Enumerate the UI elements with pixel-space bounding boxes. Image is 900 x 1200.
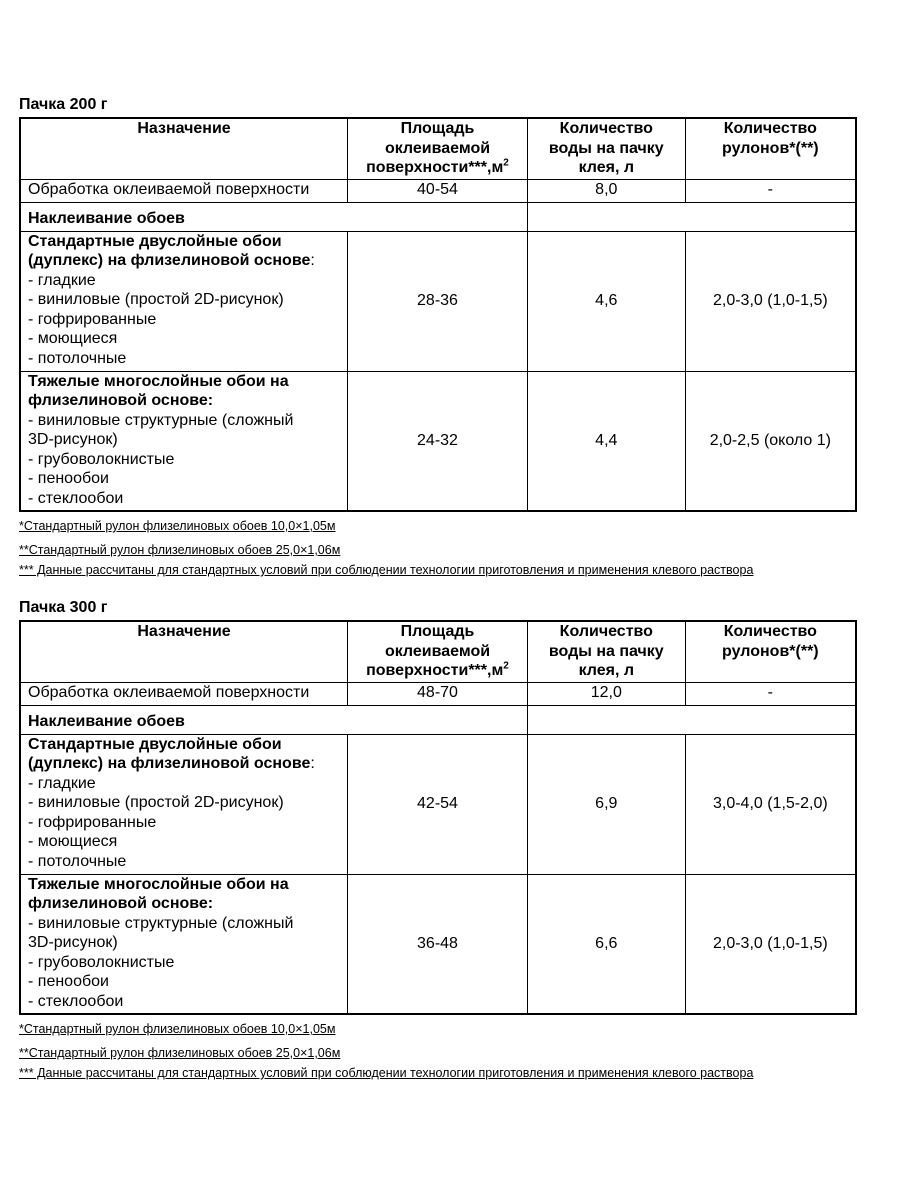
- header-area-line3: поверхности***,м: [366, 662, 504, 679]
- header-area-line2: оклеиваемой: [384, 642, 491, 660]
- pack-table: [19, 620, 857, 1015]
- pack-table: [19, 117, 857, 512]
- list-item: - грубоволокнистые: [28, 450, 175, 468]
- heavy-rolls: 2,0-2,5 (около 1): [685, 371, 856, 511]
- list-item: - гладкие: [28, 774, 96, 792]
- standard-title-colon: :: [310, 252, 315, 269]
- list-item: - виниловые структурные (сложный: [28, 914, 294, 932]
- header-water: [527, 621, 685, 682]
- surface-label: Обработка оклеиваемой поверхности: [20, 682, 348, 705]
- standard-title-line1: Стандартные двуслойные обои: [28, 232, 282, 250]
- header-area-line1: Площадь: [400, 623, 475, 640]
- surface-area: 40-54: [348, 179, 528, 202]
- standard-row: [20, 734, 856, 874]
- footnote-3: *** Данные рассчитаны для стандартных условий при соблюдении технологии приготовления и применения клевого раствора: [19, 563, 754, 577]
- heavy-water: 4,4: [527, 371, 685, 511]
- header-area-line2: оклеиваемой: [384, 139, 491, 157]
- list-item: - пенообои: [28, 973, 109, 990]
- standard-water: 4,6: [527, 231, 685, 371]
- header-area-sup: 2: [503, 157, 509, 169]
- list-item: - виниловые (простой 2D-рисунок): [28, 291, 284, 308]
- heavy-title-line1: Тяжелые многослойные обои на: [28, 875, 289, 893]
- pack-title: Пачка 200 г: [19, 96, 108, 113]
- header-area-sup: 2: [503, 660, 509, 672]
- heavy-title-line2: флизелиновой основе:: [28, 895, 214, 912]
- surface-area: 48-70: [348, 682, 528, 705]
- surface-rolls: -: [685, 682, 856, 705]
- heavy-title-line1: Тяжелые многослойные обои на: [28, 372, 289, 390]
- list-item: - стеклообои: [28, 489, 124, 507]
- list-item: - моющиеся: [28, 833, 118, 850]
- standard-rolls: 2,0-3,0 (1,0-1,5): [685, 231, 856, 371]
- wallpaper-heading-empty: [527, 705, 856, 734]
- surface-water: 8,0: [527, 179, 685, 202]
- list-item: - гофрированные: [28, 310, 157, 328]
- standard-row: [20, 231, 856, 371]
- wallpaper-heading-row: [20, 705, 856, 734]
- footnote-1: *Стандартный рулон флизелиновых обоев 10,0×1,05м: [19, 519, 336, 533]
- heavy-area: 36-48: [348, 874, 528, 1014]
- heavy-description: [20, 874, 348, 1014]
- list-item: - стеклообои: [28, 992, 124, 1010]
- header-purpose-text: Назначение: [137, 120, 231, 137]
- surface-rolls: -: [685, 179, 856, 202]
- header-rolls: [685, 118, 856, 179]
- standard-description: [20, 734, 348, 874]
- surface-row: [20, 179, 856, 202]
- header-water-line1: Количество: [559, 120, 653, 137]
- header-rolls-line1: Количество: [723, 120, 817, 137]
- header-purpose-text: Назначение: [137, 623, 231, 640]
- footnote-1: *Стандартный рулон флизелиновых обоев 10,0×1,05м: [19, 1022, 336, 1036]
- header-water-line3: клея, л: [578, 159, 635, 176]
- list-item: 3D-рисунок): [28, 431, 118, 448]
- standard-area: 28-36: [348, 231, 528, 371]
- wallpaper-heading-row: [20, 202, 856, 231]
- standard-title-colon: :: [310, 755, 315, 772]
- list-item: - потолочные: [28, 349, 127, 367]
- surface-row: [20, 682, 856, 705]
- list-item: - моющиеся: [28, 330, 118, 347]
- footnote-2: **Стандартный рулон флизелиновых обоев 25,0×1,06м: [19, 1046, 341, 1060]
- header-rolls-line2: рулонов*(**): [722, 642, 819, 660]
- header-purpose: [20, 621, 348, 682]
- footnote-3: *** Данные рассчитаны для стандартных условий при соблюдении технологии приготовления и применения клевого раствора: [19, 1066, 754, 1080]
- header-rolls: [685, 621, 856, 682]
- heavy-title-line2: флизелиновой основе:: [28, 392, 214, 409]
- standard-title-line2: (дуплекс) на флизелиновой основе: [28, 252, 311, 269]
- header-water-line1: Количество: [559, 623, 653, 640]
- list-item: - потолочные: [28, 852, 127, 870]
- standard-description: [20, 231, 348, 371]
- wallpaper-heading-empty: [527, 202, 856, 231]
- standard-title-line1: Стандартные двуслойные обои: [28, 735, 282, 753]
- footnote-2: **Стандартный рулон флизелиновых обоев 25,0×1,06м: [19, 543, 341, 557]
- header-water-line2: воды на пачку: [548, 642, 664, 660]
- header-water-line2: воды на пачку: [548, 139, 664, 157]
- wallpaper-heading: Наклеивание обоев: [20, 705, 527, 734]
- standard-area: 42-54: [348, 734, 528, 874]
- heavy-area: 24-32: [348, 371, 528, 511]
- standard-rolls: 3,0-4,0 (1,5-2,0): [685, 734, 856, 874]
- header-row: [20, 621, 856, 682]
- list-item: - гладкие: [28, 271, 96, 289]
- header-rolls-line2: рулонов*(**): [722, 139, 819, 157]
- heavy-rolls: 2,0-3,0 (1,0-1,5): [685, 874, 856, 1014]
- header-area: [348, 118, 528, 179]
- list-item: - виниловые структурные (сложный: [28, 411, 294, 429]
- list-item: - грубоволокнистые: [28, 953, 175, 971]
- header-purpose: [20, 118, 348, 179]
- header-area-line1: Площадь: [400, 120, 475, 137]
- heavy-description: [20, 371, 348, 511]
- surface-water: 12,0: [527, 682, 685, 705]
- heavy-row: [20, 371, 856, 511]
- header-row: [20, 118, 856, 179]
- heavy-water: 6,6: [527, 874, 685, 1014]
- list-item: - гофрированные: [28, 813, 157, 831]
- header-water: [527, 118, 685, 179]
- surface-label: Обработка оклеиваемой поверхности: [20, 179, 348, 202]
- list-item: 3D-рисунок): [28, 934, 118, 951]
- standard-water: 6,9: [527, 734, 685, 874]
- list-item: - пенообои: [28, 470, 109, 487]
- heavy-row: [20, 874, 856, 1014]
- header-water-line3: клея, л: [578, 662, 635, 679]
- header-rolls-line1: Количество: [723, 623, 817, 640]
- header-area-line3: поверхности***,м: [366, 159, 504, 176]
- wallpaper-heading: Наклеивание обоев: [20, 202, 527, 231]
- standard-title-line2: (дуплекс) на флизелиновой основе: [28, 755, 311, 772]
- list-item: - виниловые (простой 2D-рисунок): [28, 794, 284, 811]
- header-area: [348, 621, 528, 682]
- pack-title: Пачка 300 г: [19, 599, 108, 616]
